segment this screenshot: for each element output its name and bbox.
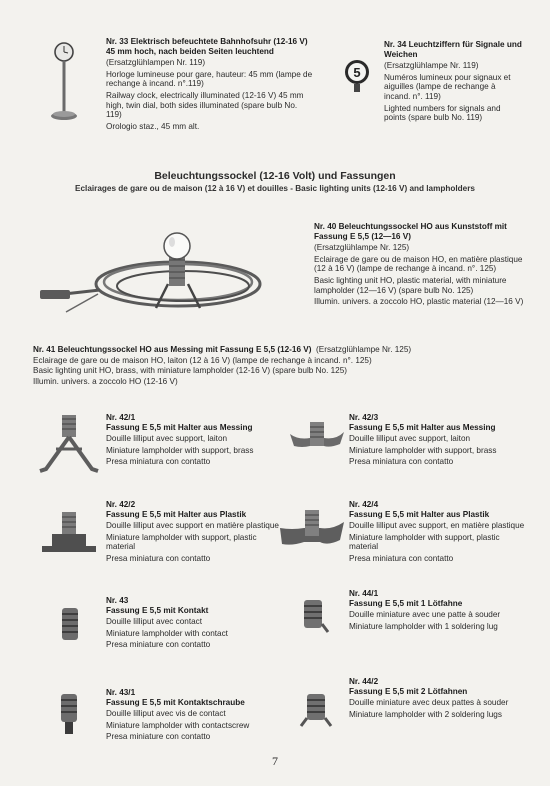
lampholder-brass-bracket-illustration (38, 413, 100, 477)
item-title: Fassung E 5,5 mit Kontaktschraube (106, 697, 245, 707)
item-number: Nr. 42/4 (349, 500, 379, 509)
item-line: Presa miniature con contatto (106, 732, 211, 742)
lighting-unit-illustration (38, 212, 278, 322)
item-title: Nr. 40 Beleuchtungssockel HO aus Kunststoff mit Fassung E 5,5 (12—16 V) (314, 222, 507, 241)
item-title: Nr. 41 Beleuchtungssockel HO aus Messing mit Fassung E 5,5 (12-16 V) (33, 345, 312, 354)
lampholder-one-lug-illustration (296, 596, 330, 636)
item-line: Douille lilliput avec contact (106, 617, 203, 627)
item-line: Orologio staz., 45 mm alt. (106, 121, 200, 131)
item-line: Railway clock, electrically illuminated (12-16 V) 45 mm high, twin dial, both sides illuminated (spare bulb No. 119) (106, 90, 304, 120)
item-nr41 (33, 345, 523, 386)
item-nr42-4 (349, 500, 527, 566)
item-line: Miniature lampholder with support, plastic material (349, 532, 500, 552)
item-line: Douille lilliput avec vis de contact (106, 709, 226, 719)
item-line: Eclairage de gare ou de maison HO, laiton (12 à 16 V) (lampe de rechange à incand. n°. 125) (33, 355, 372, 365)
item-title: Fassung E 5,5 mit Kontakt (106, 605, 209, 615)
lampholder-plastic-wing-illustration (278, 506, 346, 554)
item-line: Douille miniature avec une patte à souder (349, 610, 501, 620)
item-title: Fassung E 5,5 mit 1 Lötfahne (349, 598, 463, 608)
lampholder-contact-illustration (58, 606, 82, 642)
item-line: Presa miniatura con contatto (106, 457, 211, 467)
item-line: Numéros lumineux pour signaux et aiguilles (lampe de rechange à incand. n°. 119) (384, 72, 511, 101)
lampholder-contact-screw-illustration (56, 692, 82, 740)
lighted-number-sign-illustration (342, 56, 372, 96)
item-nr44-1 (349, 589, 527, 633)
item-title: Fassung E 5,5 mit Halter aus Plastik (106, 509, 247, 519)
lampholder-brass-wing-illustration (288, 418, 346, 458)
item-nr43 (106, 596, 286, 652)
lampholder-two-lugs-illustration (298, 690, 334, 730)
item-number: Nr. 42/2 (106, 500, 136, 509)
item-nr42-3 (349, 413, 527, 469)
item-line: Miniature lampholder with support, brass (349, 445, 497, 455)
item-nr43-1 (106, 688, 286, 744)
item-title-suffix: (Ersatzglühlampe Nr. 125) (316, 345, 412, 354)
item-line: Lighted numbers for signals and points (spare bulb No. 119) (384, 103, 501, 123)
item-line: (Ersatzglühlampe Nr. 119) (384, 61, 479, 71)
item-title: Nr. 34 Leuchtziffern für Signale und Weichen (384, 40, 522, 59)
item-number: Nr. 43 (106, 596, 129, 605)
item-number: Nr. 42/3 (349, 413, 379, 422)
item-line: Presa miniatura con contatto (349, 457, 454, 467)
item-nr33 (106, 37, 314, 133)
item-line: Basic lighting unit HO, brass, with miniature lampholder (12-16 V) (spare bulb No. 125) (33, 366, 347, 376)
item-line: Miniature lampholder with support, plastic material (106, 532, 257, 552)
item-nr34 (384, 40, 524, 125)
item-line: Miniature lampholder with support, brass (106, 445, 254, 455)
item-line: Miniature lampholder with 1 soldering lug (349, 621, 498, 631)
item-line: Douille lilliput avec support, laiton (106, 434, 228, 444)
item-line: Basic lighting unit HO, plastic material, with miniature lampholder (12—16 V) (spare bulb No. 125) (314, 275, 507, 295)
item-line: Presa miniature con contatto (106, 640, 211, 650)
item-line: Horloge lumineuse pour gare, hauteur: 45 mm (lampe de rechange à incand. n°.119) (106, 69, 313, 89)
page-number: 7 (272, 754, 278, 768)
item-title: Fassung E 5,5 mit Halter aus Plastik (349, 509, 490, 519)
item-number: Nr. 42/1 (106, 413, 136, 422)
item-number: Nr. 44/1 (349, 589, 379, 598)
item-line: Eclairage de gare ou de maison HO, en matière plastique (12 à 16 V) (lampe de rechange à incand. n°. 125) (314, 254, 523, 274)
item-line: Miniature lampholder with contact (106, 628, 228, 638)
item-number: Nr. 43/1 (106, 688, 136, 697)
item-title: Fassung E 5,5 mit Halter aus Messing (106, 422, 253, 432)
item-nr42-1 (106, 413, 286, 469)
item-number: Nr. 44/2 (349, 677, 379, 686)
item-line: Miniature lampholder with 2 soldering lugs (349, 709, 502, 719)
item-line: (Ersatzglühlampen Nr. 119) (106, 58, 206, 68)
item-line: Presa miniatura con contatto (349, 553, 454, 563)
railway-clock-illustration (44, 40, 88, 124)
item-line: Douille lilliput avec support, laiton (349, 434, 471, 444)
item-line: Douille miniature avec deux pattes à souder (349, 698, 509, 708)
item-line: Illumin. univers. a zoccolo HO (12-16 V) (33, 376, 178, 386)
item-title: Fassung E 5,5 mit 2 Lötfahnen (349, 686, 468, 696)
lampholder-plastic-bracket-illustration (38, 508, 100, 560)
item-nr42-2 (106, 500, 286, 566)
item-line: Illumin. univers. a zoccolo HO, plastic material (12—16 V) (314, 297, 524, 307)
item-title: Nr. 33 Elektrisch befeuchtete Bahnhofsuhr (12-16 V) 45 mm hoch, nach beiden Seiten leuchtend (106, 37, 308, 56)
section-subheading: Eclairages de gare ou de maison (12 à 16 V) et douilles - Basic lighting units (12-16 V) and lampholders (75, 184, 475, 193)
item-line: Miniature lampholder with contactscrew (106, 720, 250, 730)
item-nr40 (314, 222, 524, 309)
item-line: Presa miniatura con contatto (106, 553, 211, 563)
item-nr44-2 (349, 677, 527, 721)
item-line: Douille lilliput avec support, en matière plastique (349, 521, 525, 531)
item-title: Fassung E 5,5 mit Halter aus Messing (349, 422, 496, 432)
item-line: Douille lilliput avec support en matière plastique (106, 521, 279, 531)
item-line: (Ersatzglühlampe Nr. 125) (314, 243, 410, 253)
section-heading: Beleuchtungssockel (12-16 Volt) und Fassungen (154, 170, 396, 182)
sign-digit: 5 (353, 65, 361, 80)
